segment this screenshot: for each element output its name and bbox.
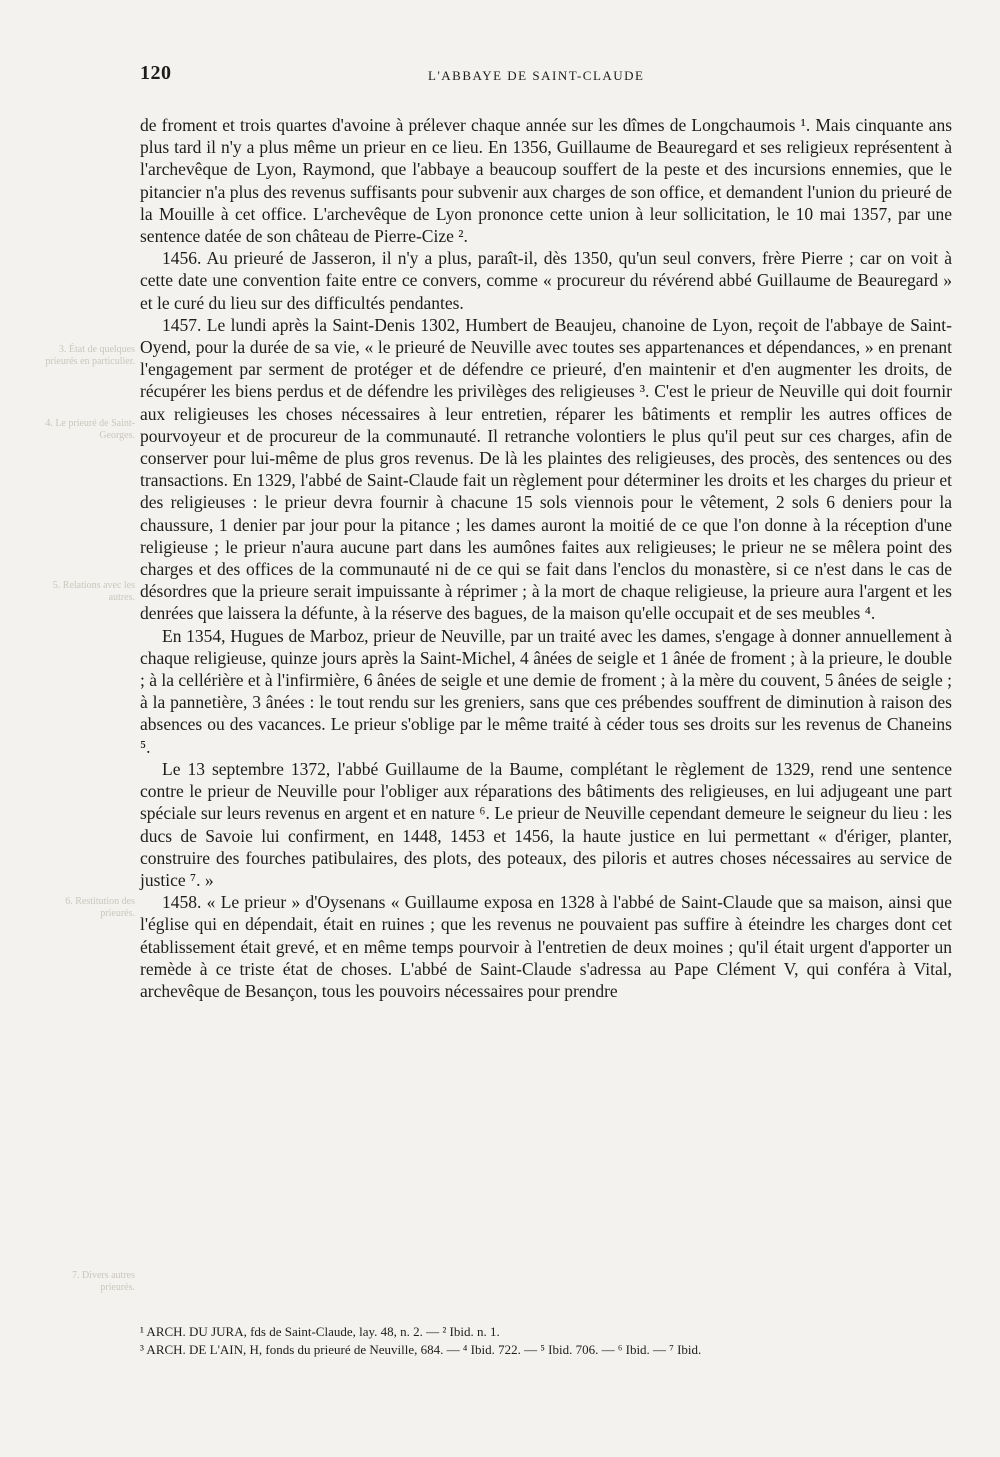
- margin-note: 4. Le prieuré de Saint-Georges.: [45, 418, 135, 441]
- paragraph: 1456. Au prieuré de Jasseron, il n'y a plus, paraît-il, dès 1350, qu'un seul convers, frère Pierre ; car on voit à cette date une convention faite entre ce convers, comme « procureur du révérend abbé Guillaume de Beauregard » et le curé du lieu sur des difficultés pendantes.: [140, 248, 952, 313]
- paragraph: de froment et trois quartes d'avoine à prélever chaque année sur les dîmes de Longchaumois ¹. Mais cinquante ans plus tard il n'y a plus même un prieur en ce lieu. En 1356, Guillaume de Beauregard et ses religieux représentent à l'archevêque de Lyon, Raymond, que l'abbaye a beaucoup souffert de la peste et des incursions ennemies, que le pitancier n'a plus des revenus suffisants pour subvenir aux charges de son office, et demandent l'union du prieuré de la Mouille à cet office. L'archevêque de Lyon prononce cette union à leur sollicitation, le 10 mai 1357, par une sentence datée de son château de Pierre-Cize ².: [140, 115, 952, 247]
- margin-note: 7. Divers autres prieurés.: [71, 1270, 135, 1293]
- paragraph: En 1354, Hugues de Marboz, prieur de Neuville, par un traité avec les dames, s'engage à donner annuellement à chaque religieuse, quinze jours après la Saint-Michel, 4 ânées de seigle et 1 ânée de froment ; à la prieure, le double ; à la cellérière et à l'infirmière, 6 ânées de seigle et une demie de froment ; à la mère du couvent, 5 ânées de seigle ; à la pannetière, 3 ânées : le tout rendu sur les greniers, sans que ces prébendes souffrent de diminution à raison des absences ou des vacances. Le prieur s'oblige par le même traité à céder tous ses droits sur les revenus de Chaneins ⁵.: [140, 625, 952, 757]
- page-number: 120: [140, 62, 172, 84]
- margin-note: 5. Relations avec les autres.: [52, 580, 135, 603]
- page-header: [140, 62, 952, 86]
- footnote: ³ ARCH. DE L'AIN, H, fonds du prieuré de Neuville, 684. — ⁴ Ibid. 722. — ⁵ Ibid. 706. — ⁶ Ibid. — ⁷ Ibid.: [140, 1342, 702, 1357]
- paragraph: 1458. « Le prieur » d'Oysenans « Guillaume exposa en 1328 à l'abbé de Saint-Claude que sa maison, ainsi que l'église qui en dépendait, était en ruines ; que les revenus ne pouvaient pas suffire à éteindre les charges dont cet établissement était grevé, et en même temps pourvoir à l'entretien de deux moines ; qu'il était urgent d'apporter un remède à ce triste état de choses. L'abbé de Saint-Claude s'adressa au Pape Clément V, qui conféra à Vital, archevêque de Besançon, tous les pouvoirs nécessaires pour prendre: [140, 892, 952, 1001]
- margin-note: 6. Restitution des prieurés.: [65, 896, 135, 919]
- paragraph: 1457. Le lundi après la Saint-Denis 1302, Humbert de Beaujeu, chanoine de Lyon, reçoit de l'abbaye de Saint-Oyend, pour la durée de sa vie, « le prieuré de Neuville avec toutes ses appartenances et dépendances, » en prenant l'engagement par serment de protéger et de défendre ce prieuré, d'en maintenir et d'en augmenter les droits, de récupérer les biens perdus et de défendre les privilèges des religieuses ³. C'est le prieur de Neuville qui doit fournir aux religieuses les choses nécessaires à leur entretien, réparer les bâtiments et remplir les autres offices de pourvoyeur et de procureur de la communauté. Il retranche volontiers le plus qu'il peut sur ces charges, afin de conserver pour lui-même de plus gros revenus. De là les plaintes des religieuses, des procès, des sentences ou des transactions. En 1329, l'abbé de Saint-Claude fait un règlement pour déterminer les droits et les charges du prieur et des religieuses : le prieur devra fournir à chacune 15 sols viennois pour le vêtement, 2 sols 6 deniers pour la chaussure, 1 denier par jour pour la pitance ; les dames auront la moitié de ce que l'on donne à la réception d'une religieuse ; le prieur n'aura aucune part dans les aumônes faites aux religieuses; le prieur ne se mêlera point des charges et des offices de la communauté ni de ce qui se fait dans l'enclos du monastère, si ce n'est dans le cas de désordres que la prieure serait impuissante à réprimer ; à la mort de chaque religieuse, la prieure aura l'argent et les denrées que laissera la défunte, à la réserve des bagues, de la maison qu'elle occupait et de ses meubles ⁴.: [140, 314, 952, 624]
- margin-note: 3. État de quelques prieurés en particulier.: [45, 344, 135, 367]
- footnotes: [140, 1323, 952, 1359]
- body-text: [140, 114, 952, 1002]
- running-title: L'ABBAYE DE SAINT-CLAUDE: [428, 68, 645, 83]
- paragraph: Le 13 septembre 1372, l'abbé Guillaume de la Baume, complétant le règlement de 1329, rend une sentence contre le prieur de Neuville pour l'obliger aux réparations des bâtiments des religieuses, en lui adjugeant une part spéciale sur leurs revenus en argent et en nature ⁶. Le prieur de Neuville cependant demeure le seigneur du lieu : les ducs de Savoie lui confirment, en 1448, 1453 et 1456, la haute justice en lui permettant « d'ériger, planter, construire des fourches patibulaires, des plots, des poteaux, des piloris et autres choses nécessaires au service de justice ⁷. »: [140, 758, 952, 890]
- footnote: ¹ ARCH. DU JURA, fds de Saint-Claude, lay. 48, n. 2. — ² Ibid. n. 1.: [140, 1324, 500, 1339]
